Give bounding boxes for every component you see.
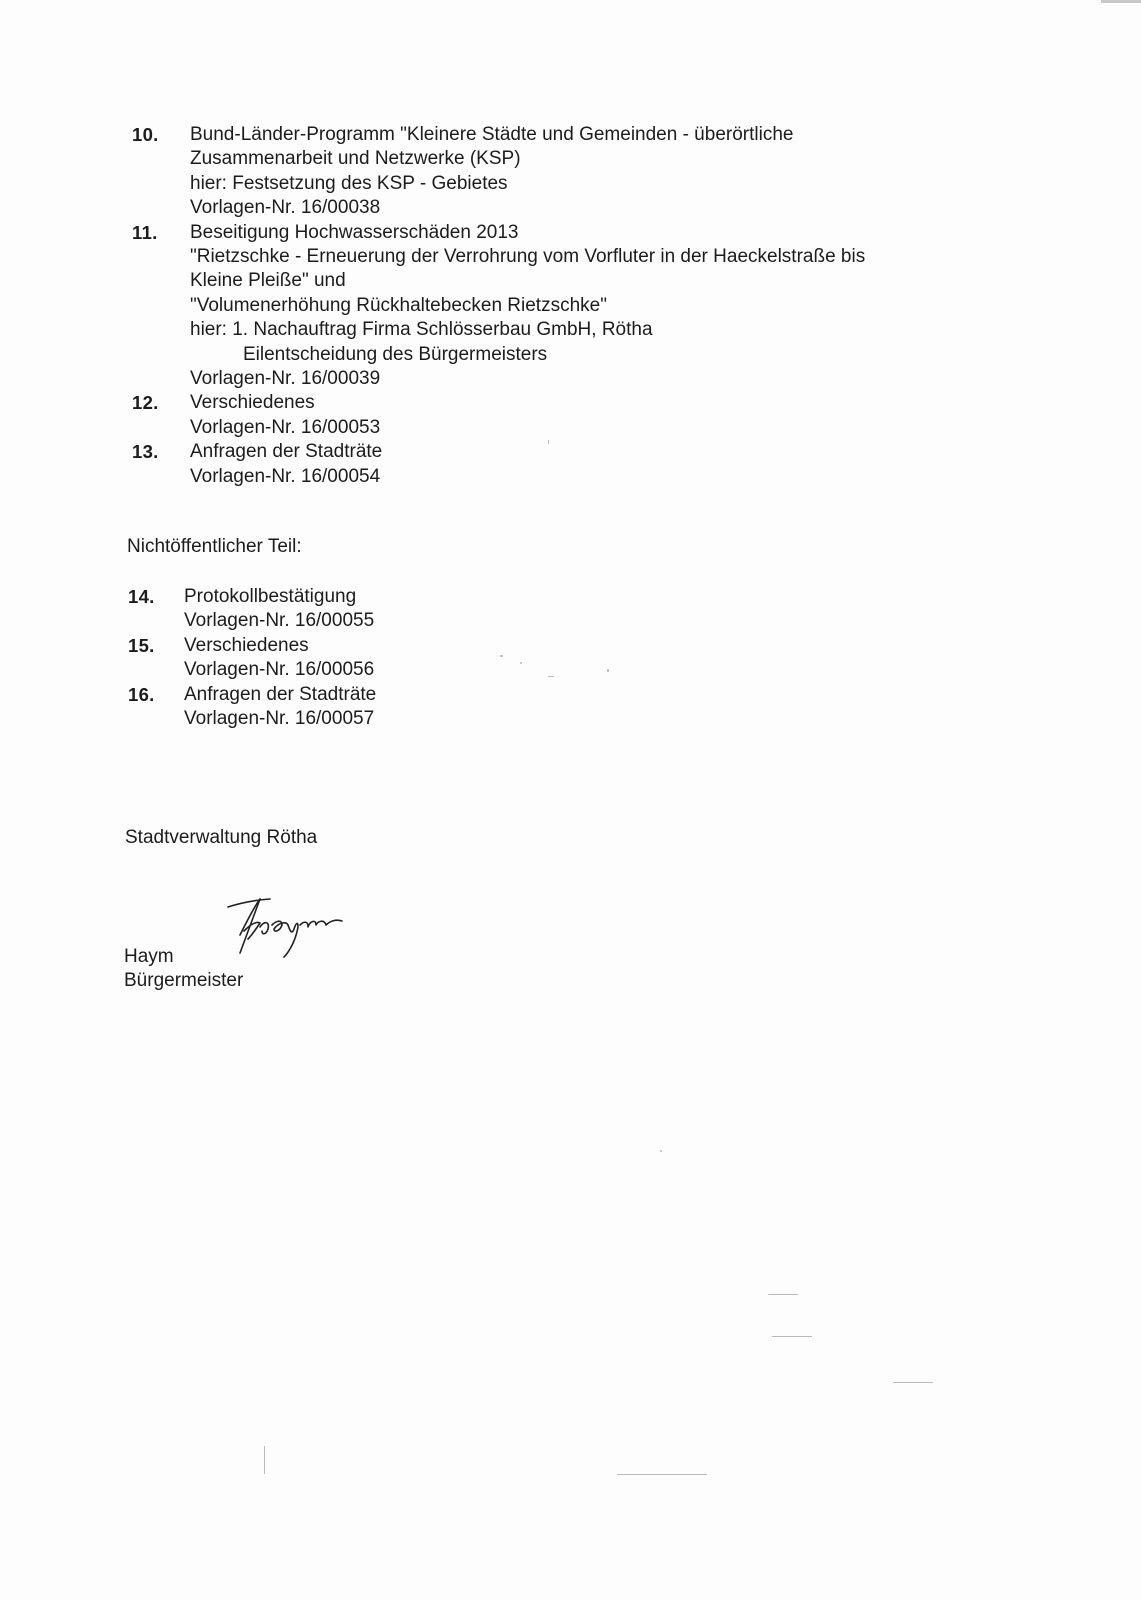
agenda-item-line: Bund-Länder-Programm "Kleinere Städte und Gemeinden - überörtliche	[190, 124, 794, 145]
agenda-item-number: 13.	[132, 441, 159, 463]
agenda-item-line: Vorlagen-Nr. 16/00056	[184, 659, 375, 681]
agenda-item-line: "Volumenerhöhung Rückhaltebecken Rietzschke"	[190, 294, 607, 316]
agenda-item	[0, 391, 1141, 440]
scan-speck	[548, 440, 549, 444]
agenda-item-line: Verschiedenes	[184, 634, 309, 656]
agenda-item-number: 14.	[128, 586, 155, 607]
agenda-item-number: 12.	[132, 392, 159, 414]
agenda-item-line: Vorlagen-Nr. 16/00038	[190, 197, 381, 219]
signer-title: Bürgermeister	[124, 970, 244, 991]
agenda-list-public	[0, 123, 1141, 489]
agenda-item-body	[190, 391, 990, 440]
scan-speck	[772, 1336, 812, 1337]
agenda-item-line: Beseitigung Hochwasserschäden 2013	[190, 221, 519, 243]
agenda-item-body	[184, 585, 984, 634]
agenda-item-line: Eilentscheidung des Bürgermeisters	[243, 343, 548, 365]
scan-speck	[607, 669, 609, 672]
agenda-item-body	[190, 221, 990, 392]
agenda-item-line: Vorlagen-Nr. 16/00053	[190, 416, 381, 438]
agenda-item	[0, 683, 1141, 732]
closing-organization: Stadtverwaltung Rötha	[125, 827, 318, 848]
scan-speck	[548, 676, 554, 677]
agenda-item-body	[184, 683, 984, 732]
scan-speck	[520, 662, 522, 664]
agenda-item-number: 10.	[132, 124, 159, 145]
agenda-item-line: hier: 1. Nachauftrag Firma Schlösserbau GmbH, Rötha	[190, 319, 653, 341]
agenda-item-line: Verschiedenes	[190, 392, 315, 414]
agenda-item-body	[190, 440, 990, 489]
agenda-item-line: Vorlagen-Nr. 16/00054	[190, 465, 381, 487]
scan-speck	[768, 1294, 798, 1295]
scan-speck	[660, 1150, 662, 1152]
agenda-item-line: Anfragen der Stadträte	[190, 441, 383, 463]
agenda-item	[0, 634, 1141, 683]
agenda-item-line: "Rietzschke - Erneuerung der Verrohrung vom Vorfluter in der Haeckelstraße bis	[190, 246, 866, 268]
agenda-item-body	[190, 123, 990, 221]
agenda-item	[0, 123, 1141, 221]
agenda-item-line: Vorlagen-Nr. 16/00039	[190, 368, 381, 390]
section-heading-nonpublic: Nichtöffentlicher Teil:	[127, 536, 302, 557]
agenda-item-line: Vorlagen-Nr. 16/00055	[184, 610, 375, 632]
agenda-item-number: 16.	[128, 683, 155, 705]
agenda-item	[0, 585, 1141, 634]
agenda-item	[0, 440, 1141, 489]
handwritten-signature	[226, 895, 346, 961]
scan-speck	[893, 1382, 933, 1383]
agenda-item-line: hier: Festsetzung des KSP - Gebietes	[190, 172, 508, 194]
agenda-item-line: Kleine Pleiße" und	[190, 270, 346, 292]
agenda-item-number: 11.	[132, 221, 158, 243]
agenda-item-number: 15.	[128, 634, 155, 656]
agenda-item-line: Vorlagen-Nr. 16/00057	[184, 708, 375, 730]
scan-speck	[500, 655, 503, 657]
agenda-item-line: Anfragen der Stadträte	[184, 683, 377, 705]
agenda-item-line: Protokollbestätigung	[184, 586, 357, 607]
agenda-item-line: Zusammenarbeit und Netzwerke (KSP)	[190, 148, 521, 170]
agenda-item	[0, 221, 1141, 392]
scan-edge-mark	[1101, 0, 1141, 3]
agenda-list-nonpublic	[0, 585, 1141, 731]
scan-speck	[264, 1446, 265, 1474]
scan-speck	[617, 1474, 707, 1475]
signer-name: Haym	[124, 946, 174, 967]
agenda-item-body	[184, 634, 984, 683]
